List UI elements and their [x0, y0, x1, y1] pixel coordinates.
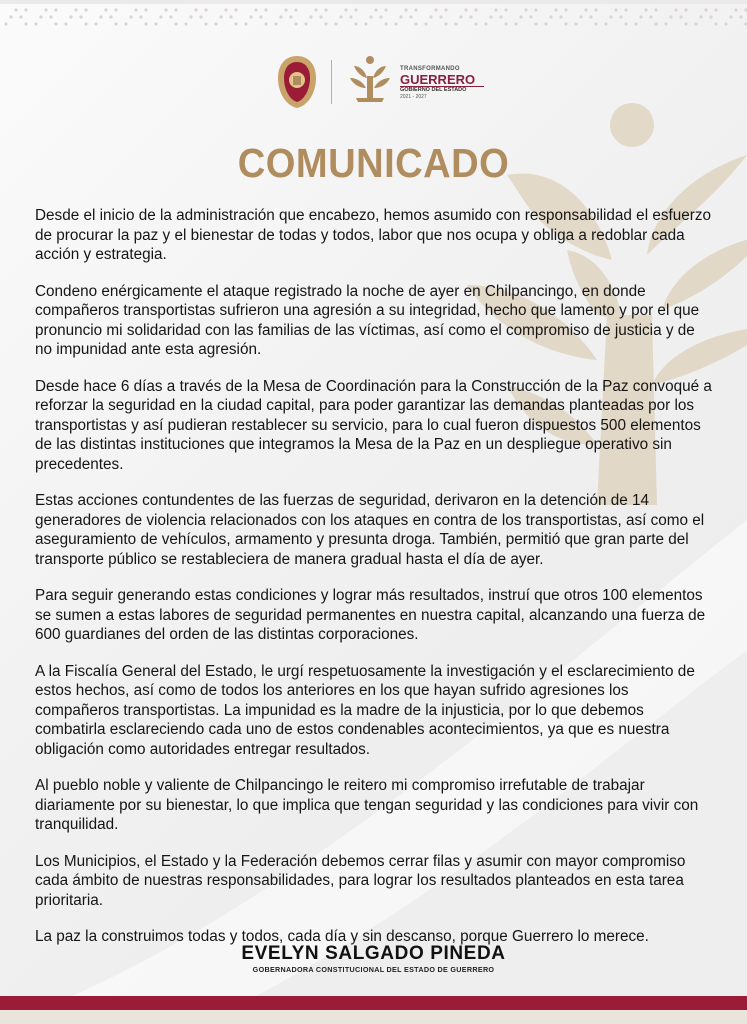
pattern-dot: [489, 15, 492, 18]
pattern-dot: [114, 22, 117, 25]
pattern-dot: [314, 8, 317, 11]
pattern-dot: [409, 15, 412, 18]
pattern-dot: [69, 15, 72, 18]
paragraph: A la Fiscalía General del Estado, le urgí respetuosamente la investigación y el esclarecimiento de estos hechos, así como de todos los anteriores en los que hayan sufrido agresiones los compañeros transportistas. La impunidad es la madre de la injusticia, por lo que debemos combatirla esclareciendo cada uno de estos condenables acontecimientos, ya que es nuestra obligación como autoridades entregar resultados.: [35, 662, 695, 758]
pattern-dot: [259, 15, 262, 18]
pattern-dot: [234, 22, 237, 25]
top-pattern-decoration: [0, 0, 747, 40]
pattern-dot: [414, 8, 417, 11]
pattern-dot: [679, 15, 682, 18]
paragraph: Para seguir generando estas condiciones y lograr más resultados, instruí que otros 100 elementos se sumen a estas labores de seguridad permanentes en nuestra capital, alcanzando una fuerza de 600 guardianes del orden de las distintas corporaciones.: [35, 587, 706, 643]
pattern-dot: [274, 22, 277, 25]
paragraph: Estas acciones contundentes de las fuerzas de seguridad, derivaron en la detención de 14 generadores de violencia relacionados con los ataques en contra de los transportistas, así como el aseguramiento de vehículos, armamento y presunta droga. También, permitió que gran parte del transporte público se restableciera de manera gradual hasta el día de ayer.: [35, 492, 705, 568]
signer-role: GOBERNADORA CONSTITUCIONAL DEL ESTADO DE GUERRERO: [252, 965, 495, 974]
pattern-dot: [234, 8, 237, 11]
pattern-dot: [174, 8, 177, 11]
pattern-dot: [169, 15, 172, 18]
pattern-dot: [174, 22, 177, 25]
pattern-dot: [669, 15, 672, 18]
pattern-dot: [504, 22, 507, 25]
pattern-dot: [684, 8, 687, 11]
pattern-dot: [484, 22, 487, 25]
pattern-dot: [319, 15, 322, 18]
brand-subtitle: GOBIERNO DEL ESTADO: [400, 86, 484, 94]
pattern-dot: [424, 22, 427, 25]
pattern-dot: [574, 22, 577, 25]
pattern-dot: [379, 15, 382, 18]
pattern-dot: [164, 8, 167, 11]
footer-bar: [0, 996, 747, 1010]
pattern-dot: [474, 22, 477, 25]
pattern-dot: [619, 15, 622, 18]
header-logos: [0, 52, 747, 112]
pattern-dot: [699, 15, 702, 18]
pattern-dot: [144, 8, 147, 11]
pattern-dot: [639, 15, 642, 18]
pattern-dot: [24, 22, 27, 25]
pattern-dot: [614, 8, 617, 11]
pattern-dot: [564, 22, 567, 25]
pattern-dot: [39, 15, 42, 18]
pattern-dot: [229, 15, 232, 18]
pattern-dot: [374, 8, 377, 11]
pattern-dot: [139, 15, 142, 18]
pattern-dot: [244, 22, 247, 25]
pattern-dot: [544, 22, 547, 25]
header-divider: [331, 60, 332, 104]
pattern-dot: [584, 8, 587, 11]
tree-logo-icon: [346, 54, 394, 106]
pattern-dot: [189, 15, 192, 18]
pattern-dot: [294, 8, 297, 11]
paragraph: Al pueblo noble y valiente de Chilpancingo le reitero mi compromiso irrefutable de trabajar diariamente por su bienestar, lo que implica que tengan seguridad y las condiciones para vivir con tranquilidad.: [35, 777, 699, 833]
pattern-dot: [199, 15, 202, 18]
pattern-dot: [704, 8, 707, 11]
pattern-dot: [219, 15, 222, 18]
pattern-dot: [739, 15, 742, 18]
pattern-dot: [344, 8, 347, 11]
signature-block: [0, 943, 747, 974]
brand-line-1: TRANSFORMANDO: [400, 66, 460, 72]
pattern-dot: [609, 15, 612, 18]
pattern-dot: [19, 15, 22, 18]
pattern-dot: [159, 15, 162, 18]
pattern-dot: [224, 8, 227, 11]
pattern-dot: [254, 8, 257, 11]
pattern-dot: [654, 22, 657, 25]
government-brand: [400, 66, 510, 100]
pattern-dot: [154, 22, 157, 25]
pattern-dot: [94, 22, 97, 25]
pattern-dot: [364, 22, 367, 25]
state-seal-icon: [276, 54, 318, 110]
pattern-dot: [589, 15, 592, 18]
pattern-dot: [134, 8, 137, 11]
pattern-dot: [54, 8, 57, 11]
pattern-dot: [249, 15, 252, 18]
pattern-dot: [634, 22, 637, 25]
pattern-dot: [649, 15, 652, 18]
pattern-dot: [559, 15, 562, 18]
pattern-dot: [714, 8, 717, 11]
page-title: COMUNICADO: [237, 140, 510, 186]
pattern-dot: [204, 8, 207, 11]
pattern-dot: [529, 15, 532, 18]
pattern-dot: [49, 15, 52, 18]
pattern-dot: [14, 8, 17, 11]
pattern-dot: [214, 22, 217, 25]
pattern-dot: [369, 15, 372, 18]
pattern-dot: [564, 8, 567, 11]
pattern-dot: [694, 22, 697, 25]
pattern-dot: [494, 8, 497, 11]
paragraph: Los Municipios, el Estado y la Federación debemos cerrar filas y asumir con mayor compromiso cada ámbito de nuestras responsabilidades, para lograr los resultados planteados en esta tarea prioritaria.: [35, 852, 686, 909]
paragraph: Desde el inicio de la administración que encabezo, hemos asumido con responsabilidad el esfuerzo de procurar la paz y el bienestar de todas y todos, labor que nos ocupa y obliga a redoblar cada acción y estrategia.: [35, 207, 712, 263]
pattern-dot: [129, 15, 132, 18]
pattern-dot: [594, 8, 597, 11]
pattern-dot: [734, 8, 737, 11]
pattern-dot: [144, 22, 147, 25]
pattern-dot: [469, 15, 472, 18]
pattern-dot: [74, 8, 77, 11]
pattern-dot: [264, 8, 267, 11]
pattern-dot: [204, 22, 207, 25]
pattern-dot: [79, 15, 82, 18]
pattern-dot: [554, 8, 557, 11]
pattern-dot: [34, 22, 37, 25]
pattern-dot: [664, 22, 667, 25]
pattern-dot: [654, 8, 657, 11]
pattern-dot: [444, 8, 447, 11]
pattern-dot: [504, 8, 507, 11]
pattern-dot: [524, 8, 527, 11]
pattern-dot: [279, 15, 282, 18]
pattern-dot: [104, 8, 107, 11]
pattern-dot: [294, 22, 297, 25]
signer-name: EVELYN SALGADO PINEDA: [241, 943, 506, 964]
pattern-dot: [404, 8, 407, 11]
pattern-dot: [499, 15, 502, 18]
paragraph: Condeno enérgicamente el ataque registrado la noche de ayer en Chilpancingo, en donde compañeros transportistas sufrieron una agresión a su integridad, hecho que lamento y por el que pronuncio mi solidaridad con las familias de las víctimas, así como el compromiso de justicia y de no impunidad ante esta agresión.: [35, 282, 700, 358]
pattern-dot: [304, 22, 307, 25]
pattern-dot: [439, 15, 442, 18]
paragraph: La paz la construimos todas y todos, cada día y sin descanso, porque Guerrero lo merece.: [35, 928, 649, 945]
pattern-dot: [464, 8, 467, 11]
pattern-dot: [339, 15, 342, 18]
pattern-dot: [9, 15, 12, 18]
pattern-dot: [284, 8, 287, 11]
pattern-dot: [24, 8, 27, 11]
pattern-dot: [459, 15, 462, 18]
pattern-dot: [674, 8, 677, 11]
pattern-dot: [184, 22, 187, 25]
pattern-dot: [709, 15, 712, 18]
pattern-dot: [354, 22, 357, 25]
pattern-dot: [549, 15, 552, 18]
pattern-dot: [99, 15, 102, 18]
pattern-dot: [309, 15, 312, 18]
pattern-dot: [474, 8, 477, 11]
pattern-dot: [729, 15, 732, 18]
pattern-dot: [4, 22, 7, 25]
statement-body: [35, 206, 715, 964]
pattern-dot: [644, 8, 647, 11]
pattern-dot: [384, 22, 387, 25]
pattern-dot: [594, 22, 597, 25]
pattern-dot: [109, 15, 112, 18]
pattern-dot: [534, 22, 537, 25]
pattern-dot: [394, 22, 397, 25]
pattern-dot: [429, 15, 432, 18]
pattern-dot: [124, 22, 127, 25]
pattern-dot: [384, 8, 387, 11]
pattern-dot: [264, 22, 267, 25]
pattern-dot: [434, 8, 437, 11]
pattern-dot: [624, 8, 627, 11]
pattern-dot: [324, 22, 327, 25]
pattern-dot: [334, 22, 337, 25]
pattern-dot: [444, 22, 447, 25]
pattern-dot: [44, 8, 47, 11]
pattern-dot: [534, 8, 537, 11]
pattern-dot: [519, 15, 522, 18]
footer-strip: [0, 1010, 747, 1024]
pattern-dot: [579, 15, 582, 18]
pattern-dot: [604, 22, 607, 25]
pattern-dot: [714, 22, 717, 25]
pattern-dot: [84, 22, 87, 25]
paragraph: Desde hace 6 días a través de la Mesa de Coordinación para la Construcción de la Paz convoqué a reforzar la seguridad en la ciudad capital, para poder garantizar las demandas planteadas por los transportistas y así pudieran restablecer su servicio, para lo cual fueron dispuestos 500 elementos de las distintas instituciones que integramos la Mesa de la Paz en un despliegue operativo sin precedentes.: [35, 377, 712, 473]
pattern-dot: [399, 15, 402, 18]
pattern-dot: [684, 22, 687, 25]
pattern-dot: [84, 8, 87, 11]
brand-period: 2021 - 2027: [400, 94, 427, 100]
pattern-dot: [54, 22, 57, 25]
pattern-dot: [624, 22, 627, 25]
pattern-dot: [724, 22, 727, 25]
pattern-dot: [514, 22, 517, 25]
pattern-dot: [454, 22, 457, 25]
pattern-dot: [194, 8, 197, 11]
pattern-dot: [354, 8, 357, 11]
pattern-dot: [289, 15, 292, 18]
pattern-dot: [349, 15, 352, 18]
brand-name: GUERRERO: [400, 72, 476, 87]
pattern-dot: [414, 22, 417, 25]
pattern-dot: [114, 8, 117, 11]
pattern-dot: [324, 8, 327, 11]
pattern-dot: [64, 22, 67, 25]
